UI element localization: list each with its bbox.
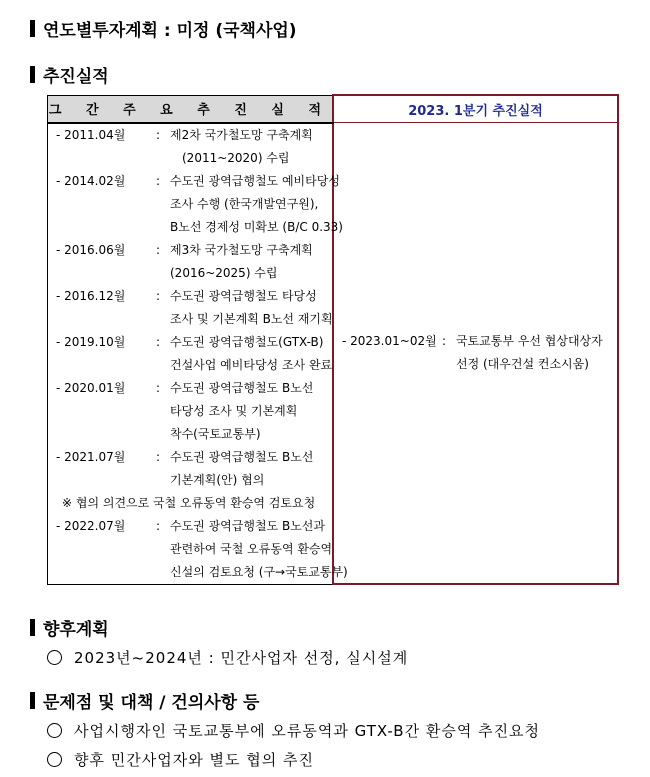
progress-heading xyxy=(30,62,109,87)
entry-desc xyxy=(170,515,348,584)
desc-line: 제2차 국가철도망 구축계획 xyxy=(170,127,313,142)
history-cell xyxy=(48,123,348,585)
desc-line: 착수(국토교통부) xyxy=(170,426,261,441)
desc-line: 수도권 광역급행철도(GTX-B) xyxy=(170,334,324,349)
desc-line: 선정 (대우건설 컨소시움) xyxy=(456,357,589,371)
entry-date: - 2016.06월 xyxy=(56,242,126,257)
entry-date: - 2019.10월 xyxy=(56,334,126,349)
progress-heading-text: 추진실적 xyxy=(43,67,109,87)
entry-date: - 2011.04월 xyxy=(56,127,126,142)
history-list xyxy=(48,124,348,584)
entry-colon: : xyxy=(156,242,161,257)
investment-plan-heading xyxy=(30,16,297,41)
desc-line: (2011~2020) 수립 xyxy=(182,150,290,165)
desc-line: 기본계획(안) 협의 xyxy=(170,472,265,487)
history-note: ※ 협의 의견으로 국철 오류동역 환승역 검토요청 xyxy=(62,495,316,510)
issue-item-text: 향후 민간사업자와 별도 협의 추진 xyxy=(74,751,314,769)
section-marker xyxy=(30,692,35,709)
desc-line: 수도권 광역급행철도 B노선 xyxy=(170,380,314,395)
quarter-column-header: 2023. 1분기 추진실적 xyxy=(333,95,618,123)
entry-colon: : xyxy=(156,518,161,533)
desc-line: 수도권 광역급행철도 B노선과 xyxy=(170,518,325,533)
issue-item xyxy=(47,720,540,741)
future-plan-text: 향후계획 xyxy=(43,620,109,640)
desc-line: 타당성 조사 및 기본계획 xyxy=(170,403,298,418)
desc-line: 조사 수행 (한국개발연구원), xyxy=(170,196,319,211)
entry-desc xyxy=(170,446,332,492)
future-item-text: 2023년~2024년 : 민간사업자 선정, 실시설계 xyxy=(74,649,409,667)
history-entry xyxy=(56,446,332,492)
entry-date: - 2021.07월 xyxy=(56,449,126,464)
entry-desc xyxy=(456,330,603,376)
desc-line: 신설의 검토요청 (구→국토교통부) xyxy=(170,564,348,579)
desc-line: 관련하여 국철 오류동역 환승역 xyxy=(170,541,333,556)
desc-line: B노선 경제성 미확보 (B/C 0.33) xyxy=(170,219,343,234)
future-plan-heading xyxy=(30,615,109,640)
entry-colon: : xyxy=(442,334,447,348)
investment-plan-text: 연도별투자계획 : 미정 (국책사업) xyxy=(43,21,297,41)
desc-line: 수도권 광역급행철도 B노선 xyxy=(170,449,314,464)
section-marker xyxy=(30,619,35,636)
desc-line: (2016~2025) 수립 xyxy=(170,265,278,280)
entry-date: - 2014.02월 xyxy=(56,173,126,188)
entry-colon: : xyxy=(156,334,161,349)
entry-date: - 2016.12월 xyxy=(56,288,126,303)
future-item xyxy=(47,647,408,668)
issue-item-text: 사업시행자인 국토교통부에 오류동역과 GTX-B간 환승역 추진요청 xyxy=(74,722,541,740)
entry-desc xyxy=(170,170,343,239)
desc-line: 수도권 광역급행철도 타당성 xyxy=(170,288,317,303)
entry-desc xyxy=(170,377,332,446)
history-column-header: 그 간 주 요 추 진 실 적 xyxy=(48,95,334,123)
history-entry xyxy=(56,331,332,377)
entry-date: - 2020.01월 xyxy=(56,380,126,395)
entry-colon: : xyxy=(156,173,161,188)
entry-colon: : xyxy=(156,127,161,142)
circle-bullet-icon xyxy=(47,752,62,767)
entry-date: - 2022.07월 xyxy=(56,518,126,533)
desc-line: 제3차 국가철도망 구축계획 xyxy=(170,242,313,257)
desc-line: 수도권 광역급행철도 예비타당성 xyxy=(170,173,340,188)
section-marker xyxy=(30,20,35,37)
entry-desc xyxy=(170,239,332,285)
entry-date: - 2023.01~02월 xyxy=(342,334,437,348)
history-entry xyxy=(56,170,343,239)
entry-colon: : xyxy=(156,288,161,303)
entry-colon: : xyxy=(156,380,161,395)
section-marker xyxy=(30,66,35,83)
quarter-entry xyxy=(342,330,617,376)
entry-desc xyxy=(170,124,332,170)
circle-bullet-icon xyxy=(47,650,62,665)
history-entry xyxy=(56,377,332,446)
issue-item xyxy=(47,749,314,770)
history-entry xyxy=(56,285,332,331)
entry-desc xyxy=(170,285,333,331)
desc-line: 국토교통부 우선 협상대상자 xyxy=(456,334,603,348)
entry-colon: : xyxy=(156,449,161,464)
history-entry xyxy=(56,515,348,584)
desc-line: 건설사업 예비타당성 조사 완료 xyxy=(170,357,333,372)
entry-desc xyxy=(170,331,332,377)
quarter-cell xyxy=(333,123,618,585)
progress-table xyxy=(47,94,619,585)
issues-heading-text: 문제점 및 대책 / 건의사항 등 xyxy=(43,693,260,713)
history-entry xyxy=(56,239,332,285)
issues-heading xyxy=(30,688,259,713)
desc-line: 조사 및 기본계획 B노선 재기획 xyxy=(170,311,333,326)
circle-bullet-icon xyxy=(47,723,62,738)
history-entry xyxy=(56,124,332,170)
